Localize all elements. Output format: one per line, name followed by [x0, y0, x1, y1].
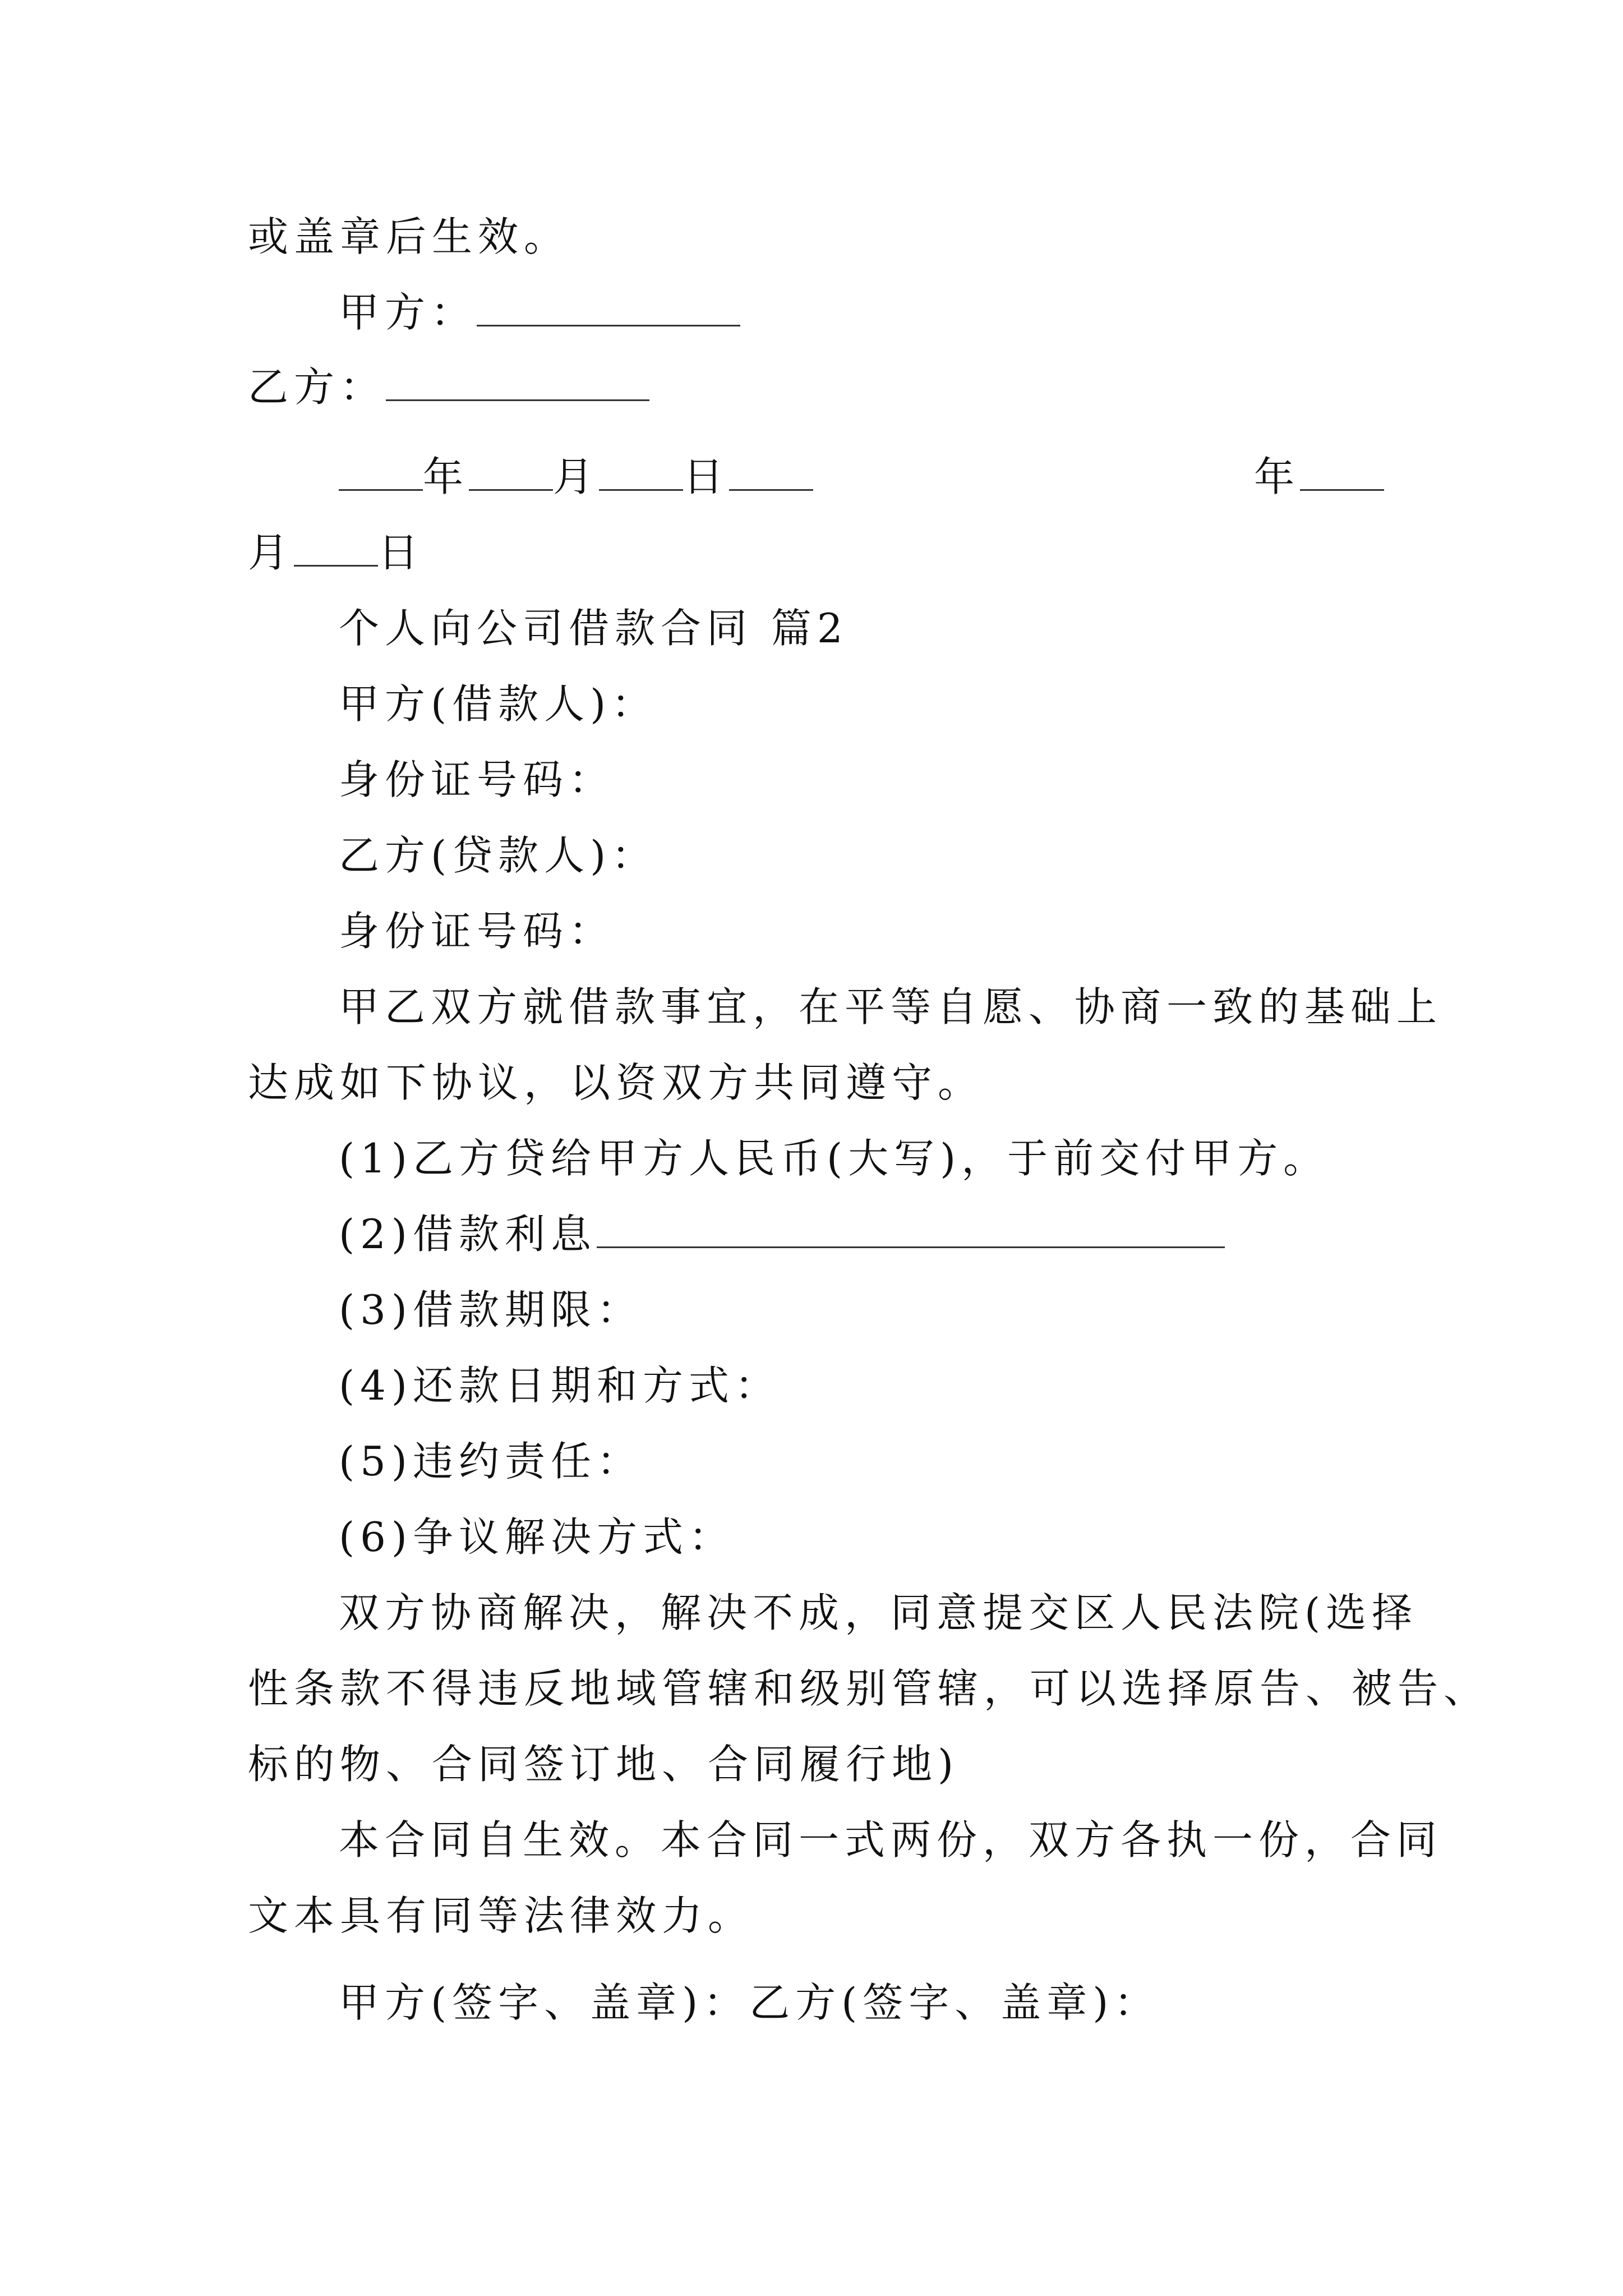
interest-blank: [597, 1207, 1225, 1248]
clause-6: (6)争议解决方式：: [339, 1513, 735, 1561]
party-b-label: 乙方：: [248, 364, 386, 411]
date-line-2: [248, 524, 424, 581]
paragraph-line: 标的物、合同签订地、合同履行地): [248, 1741, 960, 1788]
party-a-label: 甲方：: [339, 289, 477, 336]
paragraph-line: 甲乙双方就借款事宜，在平等自愿、协商一致的基础上: [339, 983, 1443, 1030]
clause-2: [339, 1206, 1225, 1262]
section-title: 个人向公司借款合同 篇2: [339, 605, 849, 652]
month-blank-2: [294, 526, 378, 567]
month-label: 月: [553, 453, 600, 500]
year-label-2: 年: [1254, 453, 1301, 500]
borrower-line: 甲方(借款人)：: [339, 680, 658, 728]
date-line-right: [1254, 449, 1384, 505]
year-blank-2: [1300, 450, 1384, 491]
clause-3: (3)借款期限：: [339, 1286, 643, 1333]
clause-1: (1)乙方贷给甲方人民币(大写)，于前交付甲方。: [339, 1135, 1330, 1182]
paragraph-line: 文本具有同等法律效力。: [248, 1892, 754, 1939]
paragraph-line: 本合同自生效。本合同一式两份，双方各执一份，合同: [339, 1816, 1443, 1864]
trailing-blank: [729, 450, 813, 491]
clause-5: (5)违约责任：: [339, 1438, 643, 1485]
paragraph-line: 性条款不得违反地域管辖和级别管辖，可以选择原告、被告、: [248, 1665, 1490, 1712]
day-blank: [599, 450, 683, 491]
lender-line: 乙方(贷款人)：: [339, 832, 658, 879]
lender-id-line: 身份证号码：: [339, 908, 615, 955]
party-a-blank: [477, 286, 740, 326]
day-label: 日: [683, 453, 730, 500]
month-label-2: 月: [248, 529, 294, 576]
party-b-blank: [386, 360, 649, 401]
paragraph-line: 双方协商解决，解决不成，同意提交区人民法院(选择: [339, 1589, 1418, 1636]
paragraph-line: 达成如下协议，以资双方共同遵守。: [248, 1059, 984, 1106]
month-blank: [469, 450, 553, 491]
clause-2-label: (2)借款利息: [339, 1211, 597, 1258]
paragraph-line: 或盖章后生效。: [248, 213, 570, 260]
year-blank: [339, 450, 423, 491]
borrower-id-line: 身份证号码：: [339, 756, 615, 803]
signature-line: 甲方(签字、盖章)：乙方(签字、盖章)：: [339, 1979, 1160, 2026]
party-a-line: [339, 284, 740, 341]
year-label: 年: [423, 453, 469, 500]
party-b-line: [248, 359, 649, 415]
clause-4: (4)还款日期和方式：: [339, 1362, 781, 1409]
date-line: [339, 449, 813, 505]
day-label-2: 日: [378, 529, 425, 576]
